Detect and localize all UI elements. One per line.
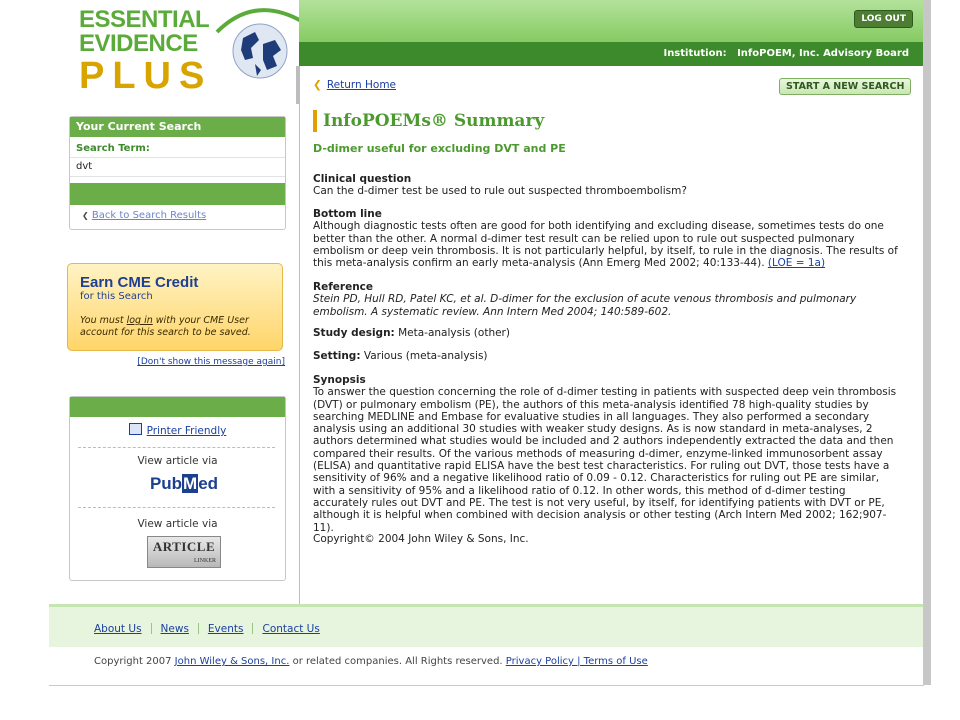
synopsis-heading: Synopsis bbox=[313, 374, 366, 386]
loe-link[interactable]: (LOE = 1a) bbox=[767, 257, 826, 270]
article-linker-big: ARTICLE bbox=[152, 539, 216, 554]
logo-line-plus: PLUS bbox=[79, 55, 213, 97]
reference-section bbox=[313, 281, 903, 318]
bottom-line-heading: Bottom line bbox=[313, 208, 382, 220]
return-home bbox=[313, 79, 396, 91]
pubmed-ed: ed bbox=[198, 474, 219, 493]
footer-link-events[interactable]: Events bbox=[207, 623, 244, 635]
logo[interactable] bbox=[49, 0, 299, 104]
synopsis-section bbox=[313, 374, 903, 534]
footer-link-about[interactable]: About Us bbox=[94, 623, 142, 635]
reference-heading: Reference bbox=[313, 281, 374, 293]
cme-text-before: You must bbox=[80, 315, 127, 326]
privacy-terms-link[interactable]: Privacy Policy | Terms of Use bbox=[505, 656, 648, 667]
divider bbox=[198, 623, 199, 634]
footer-nav bbox=[49, 604, 923, 647]
article-copyright: Copyright© 2004 John Wiley & Sons, Inc. bbox=[313, 533, 529, 545]
setting-section bbox=[313, 350, 903, 362]
search-term-label: Search Term: bbox=[76, 143, 150, 154]
logo-wordmark bbox=[79, 8, 212, 95]
dont-show-again-link[interactable]: [Don't show this message again] bbox=[137, 357, 285, 367]
footer-links bbox=[94, 623, 320, 635]
logo-line-evidence: EVIDENCE bbox=[79, 30, 198, 57]
divider bbox=[151, 623, 152, 634]
article-tools-panel bbox=[69, 396, 286, 581]
poem-subtitle: D-dimer useful for excluding DVT and PE bbox=[313, 142, 566, 155]
current-search-title: Your Current Search bbox=[70, 117, 285, 137]
clinical-question-text: Can the d-dimer test be used to rule out suspected thromboembolism? bbox=[313, 185, 687, 198]
back-to-results-link[interactable]: Back to Search Results bbox=[91, 210, 207, 221]
bottom-line-text: Although diagnostic tests often are good for both identifying and excluding disease, sometimes tests do one better than the other. A normal d-dimer test result can be relied upon to rule out suspected pulmonary embolism or deep vein thrombosis. It is not particularly helpful, by itself, to rule in the diagnosis. The results of this meta-analysis confirm an early meta-analysis (Ann Emerg Med 2002; 40:133-44). bbox=[313, 220, 898, 270]
tools-panel-header bbox=[70, 397, 285, 417]
page-title: InfoPOEMs® Summary bbox=[313, 110, 544, 132]
setting-heading: Setting: bbox=[313, 350, 361, 362]
search-term-value: dvt bbox=[70, 157, 285, 177]
institution-info bbox=[663, 48, 923, 59]
page-right-edge bbox=[923, 0, 931, 685]
logout-button[interactable]: LOG OUT bbox=[854, 10, 913, 28]
return-home-link[interactable]: Return Home bbox=[326, 79, 397, 91]
divider bbox=[78, 447, 275, 448]
back-to-results bbox=[70, 205, 285, 221]
chevron-left-icon: ❮ bbox=[313, 79, 322, 91]
logo-line-essential: ESSENTIAL bbox=[79, 6, 210, 33]
synopsis-text: To answer the question concerning the role of d-dimer testing in patients with suspected deep vein thrombosis (DVT) or pulmonary embolism (PE), the authors of this meta-analysis identified 78 high-quality studies by searching MEDLINE and Embase for evaluative studies in all languages. They also performed a secondary analysis using an additional 30 studies with weaker study designs. As is now standard in meta-analyses, 2 authors determined what studies would be included and 2 authors independently extracted the data and then compared their results. Of the various methods of measuring d-dimer, enzyme-linked immunosorbent assay (ELISA) and quantitative rapid ELISA have the best test characteristics. For ruling out DVT, those tests have a sensitivity of 96% and a negative likelihood ratio of 0.09 - 0.12. Characteristics for ruling out PE are similar, with a sensitivity of 95% and a likelihood ratio of 0.12. In other words, this method of d-dimer testing accurately rules out DVT and PE. The test is not very useful, by itself, for identifying patients with DVT or PE, although it is helpful when combined with decision analysis or other testing (Arch Intern Med 2002; 162;907-11). bbox=[313, 386, 897, 534]
clinical-question-section bbox=[313, 173, 903, 198]
cme-credit-panel bbox=[67, 263, 283, 351]
bottom-line-body bbox=[313, 220, 903, 269]
printer-friendly-link[interactable]: Printer Friendly bbox=[146, 425, 227, 437]
footer-copyright-pre: Copyright 2007 bbox=[94, 656, 175, 667]
cme-message bbox=[80, 315, 276, 339]
page-container bbox=[49, 0, 924, 686]
clinical-question-heading: Clinical question bbox=[313, 173, 412, 185]
setting-value: Various (meta-analysis) bbox=[363, 350, 488, 362]
study-design-heading: Study design: bbox=[313, 327, 395, 339]
reference-text: Stein PD, Hull RD, Patel KC, et al. D-dimer for the exclusion of acute venous thrombosis and pulmonary embolism. A systematic review. Ann Intern Med 2004; 140:589-602. bbox=[313, 293, 857, 318]
printer-icon[interactable] bbox=[129, 423, 142, 435]
login-link[interactable]: log in bbox=[126, 315, 153, 326]
footer-copyright-mid: or related companies. All Rights reserved. bbox=[289, 656, 506, 667]
current-search-panel bbox=[69, 116, 286, 230]
search-panel-band bbox=[70, 183, 285, 205]
institution-label: Institution: bbox=[663, 48, 727, 59]
cme-text-after: with your CME User account for this search to be saved. bbox=[80, 315, 251, 338]
article-linker-small: LINKER bbox=[194, 558, 216, 564]
printer-friendly bbox=[70, 423, 285, 437]
cme-subtitle: for this Search bbox=[80, 291, 153, 302]
article-linker-button[interactable] bbox=[147, 536, 221, 568]
globe-icon bbox=[229, 20, 291, 82]
footer-link-contact[interactable]: Contact Us bbox=[262, 623, 320, 635]
divider bbox=[252, 623, 253, 634]
pubmed-m: M bbox=[183, 474, 198, 493]
sidebar bbox=[49, 104, 299, 604]
divider bbox=[78, 507, 275, 508]
institution-value: InfoPOEM, Inc. Advisory Board bbox=[737, 48, 909, 59]
study-design-value: Meta-analysis (other) bbox=[398, 327, 510, 339]
study-design-section bbox=[313, 327, 903, 339]
pubmed-pub: Pub bbox=[149, 474, 183, 493]
view-via-articlelinker-label: View article via bbox=[137, 518, 218, 530]
chevron-left-icon: ❮ bbox=[82, 211, 89, 220]
header-bar bbox=[299, 0, 923, 42]
pubmed-logo-button[interactable] bbox=[141, 471, 227, 497]
footer-link-news[interactable]: News bbox=[160, 623, 189, 635]
main-content bbox=[313, 66, 913, 606]
footer-copyright bbox=[94, 656, 648, 667]
cme-title: Earn CME Credit bbox=[80, 274, 199, 291]
view-via-pubmed-label: View article via bbox=[137, 455, 218, 467]
start-new-search-button[interactable]: START A NEW SEARCH bbox=[779, 78, 911, 95]
bottom-line-section bbox=[313, 208, 903, 269]
wiley-link[interactable]: John Wiley & Sons, Inc. bbox=[174, 656, 290, 667]
institution-bar bbox=[299, 42, 923, 66]
